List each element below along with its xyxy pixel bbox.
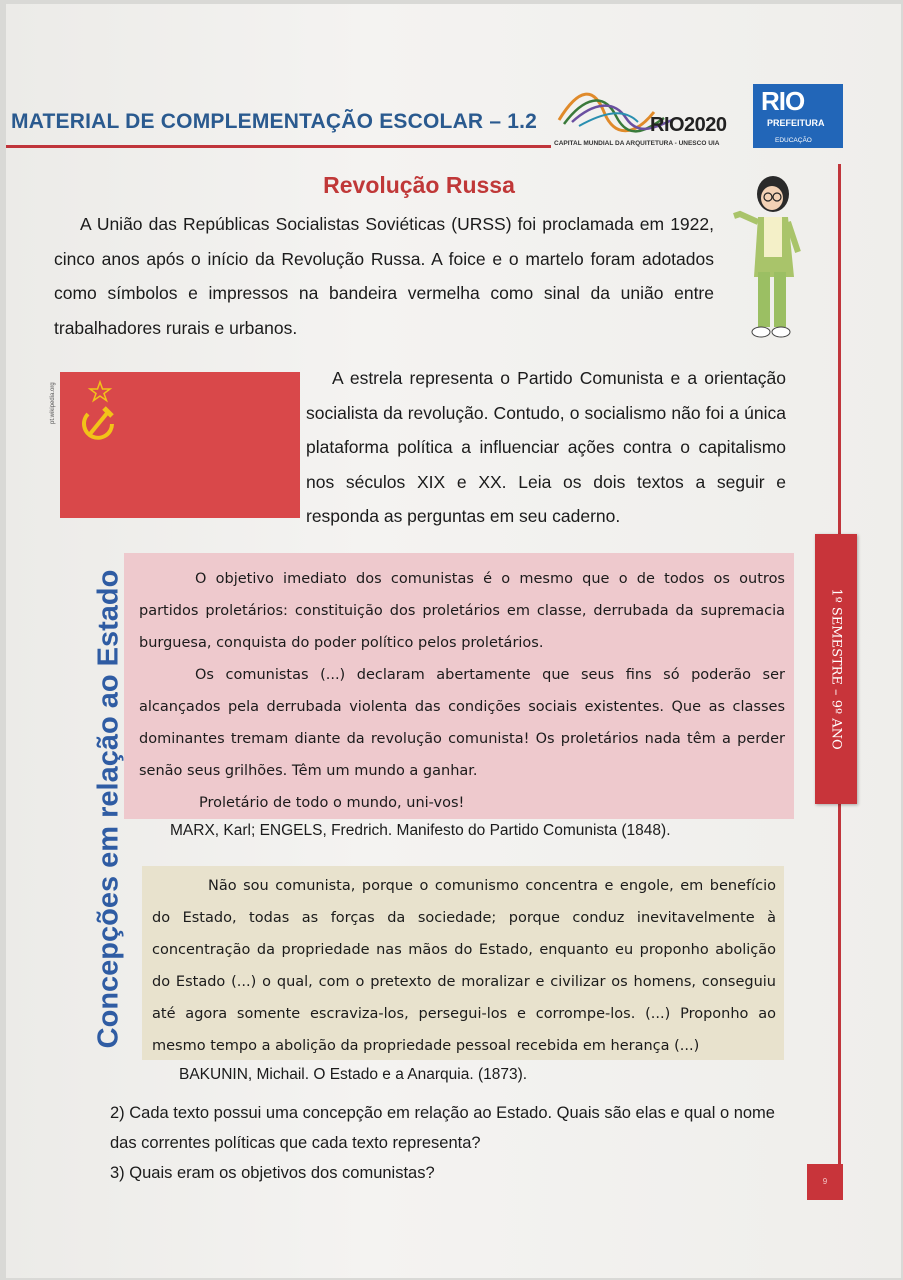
page-number: 9 — [807, 1164, 843, 1200]
prefeitura-label: PREFEITURA — [767, 118, 825, 128]
worksheet-page — [6, 4, 901, 1278]
question-3: 3) Quais eram os objetivos dos comunistas? — [110, 1164, 435, 1182]
rio2020-logo — [554, 82, 739, 152]
semester-label: 1º SEMESTRE – 9º ANO — [828, 588, 844, 750]
educacao-label: EDUCAÇÃO — [775, 137, 812, 144]
questions-list — [110, 1098, 790, 1188]
quote-bakunin-p1: Não sou comunista, porque o comunismo concentra e engole, em benefício do Estado, todas as forças da sociedade; porque conduz inevitavelmente à concentração da propriedade nas mãos do Estado, enquanto eu proponho abolição do Estado (...) o qual, com o pretexto de moralizar e civilizar os homens, conseguiu até agora somente escraviza-los, persegui-los e corrompe-los. (...) Proponho ao mesmo tempo a abolição da propriedade pessoal recebida em herança (...) — [152, 878, 776, 1054]
citation-bakunin: BAKUNIN, Michail. O Estado e a Anarquia. (1873). — [179, 1066, 528, 1083]
prefeitura-rio: RIO — [761, 86, 805, 116]
rio2020-subtitle: CAPITAL MUNDIAL DA ARQUITETURA - UNESCO UIA — [554, 140, 720, 147]
flag-credit: pt.wikipedia.org — [50, 382, 56, 424]
prefeitura-logo — [753, 84, 843, 148]
quote-marx-p2: Os comunistas (...) declaram abertamente que seus fins só poderão ser alcançados pela derrubada violenta das condições sociais existentes. Que as classes dominantes tremam diante da revolução comunista! Os proletários nada têm a perder senão seus grilhões. Têm um mundo a ganhar. — [139, 667, 785, 779]
rio2020-text: RIO2020 — [650, 114, 727, 136]
quote-bakunin-text — [152, 870, 776, 1062]
quote-marx-p1: O objetivo imediato dos comunistas é o mesmo que o de todos os outros partidos proletários: constituição dos proletários em classe, derrubada da supremacia burguesa, conquista do poder político pelos proletários. — [139, 571, 785, 651]
page-title: Revolução Russa — [323, 172, 515, 198]
teacher-illustration-icon — [728, 172, 808, 347]
question-2: 2) Cada texto possui uma concepção em relação ao Estado. Quais são elas e qual o nome das correntes políticas que cada texto representa? — [110, 1104, 775, 1152]
quote-marx-p3: Proletário de todo o mundo, uni-vos! — [199, 795, 465, 811]
vertical-section-title: Concepções em relação ao Estado — [92, 569, 125, 1049]
header-divider — [6, 145, 551, 148]
semester-tab — [815, 534, 857, 804]
header-title: MATERIAL DE COMPLEMENTAÇÃO ESCOLAR – 1.2 — [11, 110, 538, 133]
citation-marx: MARX, Karl; ENGELS, Fredrich. Manifesto do Partido Comunista (1848). — [170, 822, 671, 839]
intro-paragraph: A União das Repúblicas Socialistas Soviéticas (URSS) foi proclamada em 1922, cinco anos após o início da Revolução Russa. A foice e o martelo foram adotados como símbolos e impressos na bandeira vermelha como sinal da união entre trabalhadores rurais e urbanos. — [54, 214, 714, 338]
flag-paragraph: A estrela representa o Partido Comunista e a orientação socialista da revolução. Contudo, o socialismo não foi a única plataforma política a influenciar ações contra o capitalismo nos séculos XIX e XX. Leia os dois textos a seguir e responda as perguntas em seu caderno. — [306, 368, 786, 526]
quote-marx-text — [139, 563, 785, 819]
soviet-flag — [60, 372, 300, 518]
hammer-sickle-star-icon — [60, 372, 300, 518]
